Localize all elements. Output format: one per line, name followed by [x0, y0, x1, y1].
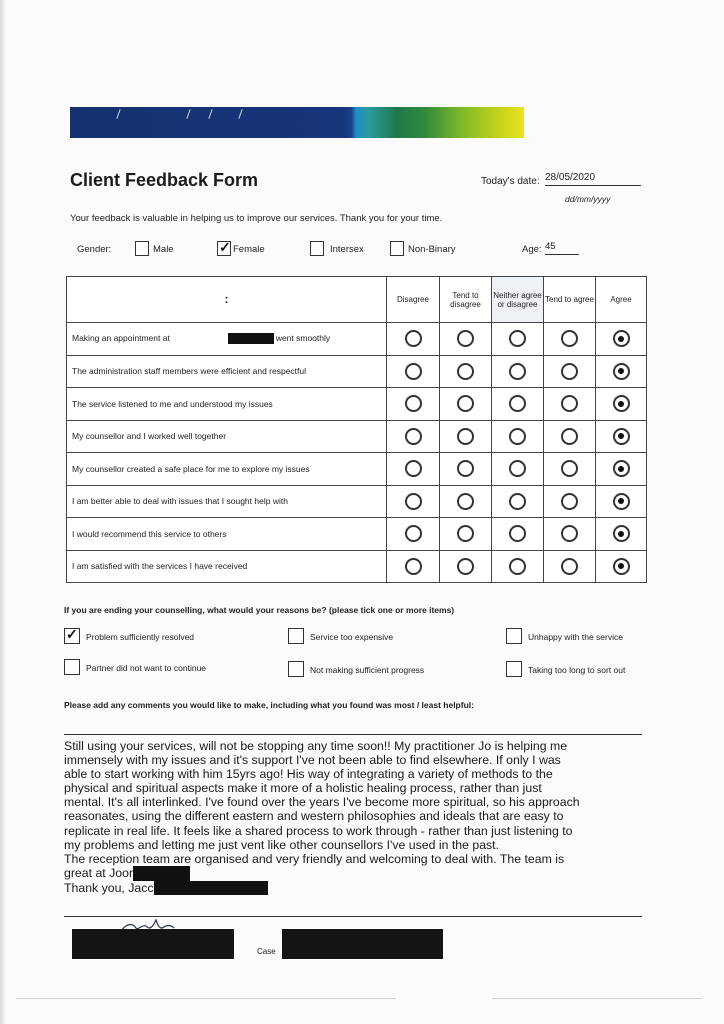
table-row — [67, 355, 647, 388]
banner-decoration — [208, 109, 212, 119]
radio-cell — [440, 518, 492, 551]
radio-cell — [544, 355, 596, 388]
intro-text: Your feedback is valuable in helping us to improve our services. Thank you for your time. — [70, 213, 443, 224]
radio-cell — [596, 518, 647, 551]
radio-cell — [492, 420, 544, 453]
header-mark: : — [224, 291, 229, 306]
reason-checkbox[interactable] — [506, 661, 522, 677]
comments-title: Please add any comments you would like to make, including what you found was most / least helpful: — [64, 700, 474, 710]
likert-header-row — [67, 277, 647, 323]
radio-cell — [492, 323, 544, 356]
likert-table — [66, 276, 647, 583]
redaction-block — [282, 929, 443, 959]
reason-checkbox[interactable] — [506, 628, 522, 644]
radio-option[interactable] — [405, 395, 422, 412]
statement-text-end: went smoothly — [275, 333, 331, 344]
radio-option[interactable] — [405, 493, 422, 510]
comment-line: physical and spiritual aspects make it more of a holistic healing process, rather than just — [64, 781, 542, 796]
radio-option[interactable] — [509, 493, 526, 510]
redaction-block — [154, 881, 268, 895]
radio-cell — [544, 485, 596, 518]
radio-cell — [387, 453, 440, 486]
radio-option[interactable] — [457, 558, 474, 575]
comment-line — [64, 866, 644, 881]
radio-cell — [492, 453, 544, 486]
banner-decoration — [186, 109, 190, 119]
radio-cell — [596, 453, 647, 486]
radio-option[interactable] — [457, 330, 474, 347]
radio-selected[interactable] — [613, 525, 630, 542]
comment-line: The reception team are organised and very friendly and welcoming to deal with. The team is — [64, 851, 565, 866]
radio-cell — [387, 388, 440, 421]
comment-line — [64, 881, 644, 895]
comment-line: immensely with my issues and it's support I've not been able to find elsewhere. If only I was — [64, 753, 561, 768]
scale-header-disagree: Disagree — [387, 277, 440, 323]
radio-option[interactable] — [405, 558, 422, 575]
radio-cell — [387, 420, 440, 453]
scale-header-tend-to-disagree: Tend to disagree — [440, 277, 492, 323]
radio-cell — [492, 388, 544, 421]
statement-cell: The administration staff members were efficient and respectful — [67, 355, 387, 388]
date-format-hint: dd/mm/yyyy — [565, 194, 611, 204]
radio-option[interactable] — [509, 363, 526, 380]
scale-header-tend-to-agree: Tend to agree — [544, 277, 596, 323]
radio-selected[interactable] — [613, 395, 630, 412]
radio-selected[interactable] — [613, 363, 630, 380]
faint-rule — [16, 998, 396, 999]
radio-option[interactable] — [405, 363, 422, 380]
reason-checkbox[interactable] — [64, 659, 80, 675]
reason-label: Taking too long to sort out — [528, 665, 626, 675]
radio-option[interactable] — [457, 363, 474, 380]
table-row — [67, 388, 647, 421]
date-field[interactable]: 28/05/2020 — [545, 172, 641, 186]
checkbox-label-intersex: Intersex — [330, 244, 364, 255]
radio-cell — [492, 355, 544, 388]
radio-cell — [596, 550, 647, 583]
radio-option[interactable] — [509, 525, 526, 542]
radio-option[interactable] — [509, 395, 526, 412]
comment-line: Still using your services, will not be stopping any time soon!! My practitioner Jo is helping me — [64, 739, 568, 753]
checkbox-label-female: Female — [233, 244, 265, 255]
radio-cell — [544, 420, 596, 453]
checkbox-label-non-binary: Non-Binary — [408, 244, 456, 255]
radio-cell — [596, 323, 647, 356]
radio-option[interactable] — [509, 460, 526, 477]
date-label: Today's date: — [481, 176, 540, 187]
radio-cell — [596, 420, 647, 453]
radio-cell — [596, 388, 647, 421]
radio-cell — [492, 518, 544, 551]
redaction-block — [228, 333, 274, 344]
check-icon: ✓ — [66, 626, 78, 642]
radio-option[interactable] — [405, 525, 422, 542]
radio-selected[interactable] — [613, 493, 630, 510]
scale-header-agree: Agree — [596, 277, 647, 323]
radio-option[interactable] — [457, 428, 474, 445]
statement-cell: I would recommend this service to others — [67, 518, 387, 551]
radio-cell — [387, 485, 440, 518]
radio-option[interactable] — [405, 460, 422, 477]
radio-cell — [440, 485, 492, 518]
comment-line: able to start working with him 15yrs ago! His way of integrating a variety of methods to the — [64, 767, 553, 782]
age-label: Age: — [522, 244, 542, 255]
comment-line: mental. It's all interlinked. I've found over the years I've become more spiritual, so his approach — [64, 795, 580, 810]
radio-cell — [440, 550, 492, 583]
statement-cell: My counsellor created a safe place for me to explore my issues — [67, 453, 387, 486]
radio-selected[interactable] — [613, 428, 630, 445]
redaction-block — [72, 929, 234, 959]
comments-top-rule — [64, 734, 642, 735]
scale-header-neither: Neither agree or disagree — [492, 277, 544, 323]
radio-cell — [387, 518, 440, 551]
radio-cell — [440, 388, 492, 421]
table-row — [67, 420, 647, 453]
radio-cell — [492, 550, 544, 583]
radio-option[interactable] — [561, 460, 578, 477]
radio-cell — [544, 550, 596, 583]
radio-option[interactable] — [457, 493, 474, 510]
statement-cell: I am better able to deal with issues that I sought help with — [67, 485, 387, 518]
reason-label: Partner did not want to continue — [86, 663, 207, 673]
radio-selected[interactable] — [613, 558, 630, 575]
checkbox-female[interactable] — [217, 241, 231, 256]
radio-option[interactable] — [457, 525, 474, 542]
reason-label: Problem sufficiently resolved — [86, 632, 195, 642]
checkbox-label-male: Male — [153, 244, 174, 255]
radio-option[interactable] — [561, 363, 578, 380]
radio-cell — [440, 323, 492, 356]
radio-option[interactable] — [457, 460, 474, 477]
table-row — [67, 453, 647, 486]
form-title: Client Feedback Form — [70, 170, 259, 190]
page-edge-shadow — [0, 0, 6, 1024]
statement-cell: I am satisfied with the services I have received — [67, 550, 387, 583]
radio-cell — [544, 323, 596, 356]
reason-label: Service too expensive — [310, 632, 394, 642]
statement-text: Making an appointment at — [72, 333, 170, 344]
radio-option[interactable] — [561, 558, 578, 575]
radio-option[interactable] — [405, 330, 422, 347]
radio-cell — [440, 453, 492, 486]
banner-decoration — [238, 109, 242, 119]
comment-line: my problems and letting me just vent like other counsellors I've used in the past. — [64, 837, 500, 852]
radio-cell — [387, 355, 440, 388]
radio-option[interactable] — [561, 525, 578, 542]
comments-field[interactable] — [64, 739, 644, 895]
radio-selected[interactable] — [613, 330, 630, 347]
radio-cell — [596, 485, 647, 518]
age-field[interactable]: 45 — [545, 241, 579, 255]
radio-option[interactable] — [561, 428, 578, 445]
statement-header — [67, 277, 387, 323]
radio-option[interactable] — [561, 395, 578, 412]
table-row — [67, 550, 647, 583]
radio-cell — [492, 485, 544, 518]
checkbox-non-binary[interactable] — [390, 241, 404, 256]
reason-checkbox[interactable] — [288, 661, 304, 677]
radio-option[interactable] — [405, 428, 422, 445]
radio-cell — [596, 355, 647, 388]
reason-checkbox[interactable] — [64, 628, 80, 644]
radio-cell — [544, 388, 596, 421]
checkbox-intersex[interactable] — [310, 241, 324, 256]
radio-option[interactable] — [457, 395, 474, 412]
comment-lines — [64, 739, 644, 866]
check-icon: ✓ — [219, 239, 231, 255]
case-label: Case — [257, 947, 276, 956]
checkbox-male[interactable] — [135, 241, 149, 256]
radio-cell — [440, 355, 492, 388]
table-row — [67, 323, 647, 356]
gender-label: Gender: — [77, 244, 112, 255]
reason-label: Unhappy with the service — [528, 632, 623, 642]
reason-checkbox[interactable] — [288, 628, 304, 644]
table-row — [67, 485, 647, 518]
banner-decoration — [116, 109, 120, 119]
statement-cell — [67, 323, 387, 356]
radio-cell — [387, 550, 440, 583]
table-row — [67, 518, 647, 551]
comment-line: replicate in real life. It feels like a shared process to work through - rather than just listening to — [64, 823, 573, 838]
radio-option[interactable] — [509, 428, 526, 445]
statement-cell: My counsellor and I worked well together — [67, 420, 387, 453]
comments-bottom-rule — [64, 916, 642, 917]
header-banner — [70, 107, 524, 138]
comment-line-text: great at Joor — [64, 865, 134, 880]
faint-rule — [492, 998, 702, 999]
comment-line: reasonates, using the different eastern and western philosophies and ideals that are easy to — [64, 809, 564, 824]
radio-cell — [387, 323, 440, 356]
radio-option[interactable] — [509, 330, 526, 347]
statement-cell: The service listened to me and understood my issues — [67, 388, 387, 421]
redaction-block — [133, 866, 190, 881]
radio-cell — [544, 453, 596, 486]
radio-option[interactable] — [561, 493, 578, 510]
reason-label: Not making sufficient progress — [310, 665, 425, 675]
radio-cell — [440, 420, 492, 453]
radio-cell — [544, 518, 596, 551]
radio-option[interactable] — [509, 558, 526, 575]
reasons-title: If you are ending your counselling, what would your reasons be? (please tick one or more items) — [64, 605, 455, 615]
radio-selected[interactable] — [613, 460, 630, 477]
comment-line-text: Thank you, Jacc — [64, 880, 154, 895]
radio-option[interactable] — [561, 330, 578, 347]
